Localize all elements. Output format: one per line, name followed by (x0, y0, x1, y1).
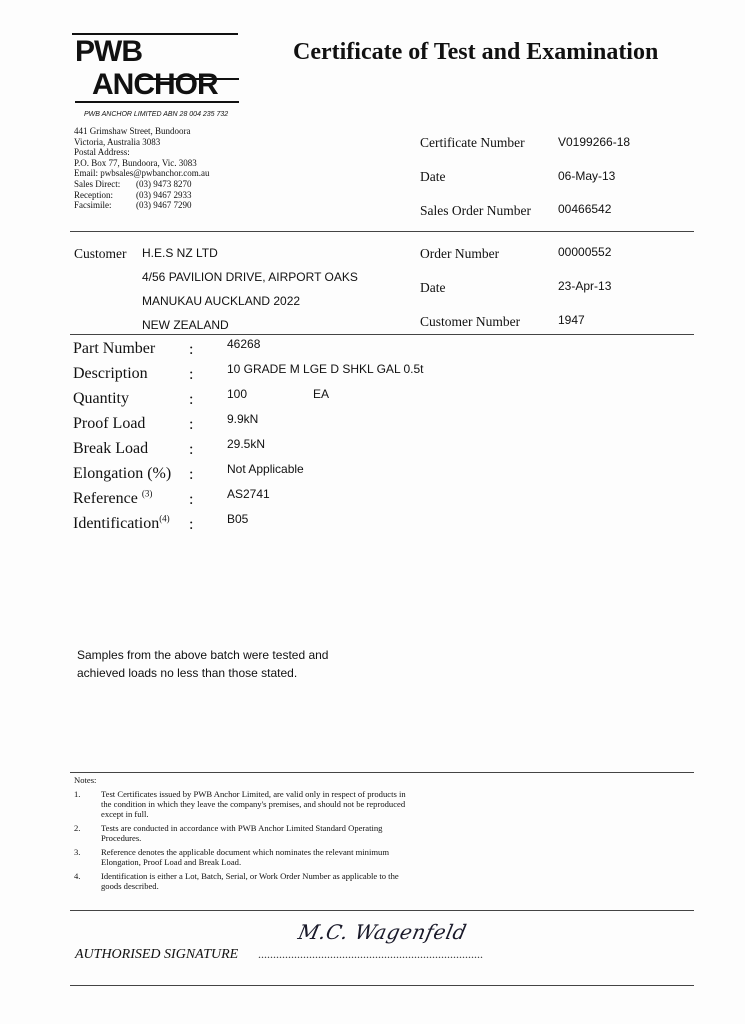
field-label-text: Reference (73, 490, 138, 507)
divider (70, 231, 694, 232)
field-colon: : (189, 391, 194, 408)
field-row (73, 339, 673, 364)
phone-value: (03) 9467 2933 (136, 189, 192, 200)
field-value: AS2741 (227, 487, 270, 501)
customer-number-value: 1947 (558, 313, 585, 327)
order-number-value: 00000552 (558, 245, 612, 259)
address-line: Postal Address: (74, 147, 130, 158)
field-label: Proof Load (73, 415, 146, 432)
phone-row (74, 190, 210, 201)
phone-value: (03) 9473 8270 (136, 178, 192, 189)
field-row (73, 514, 673, 539)
field-label (73, 514, 170, 533)
note-number: 1. (74, 789, 81, 799)
order-date-value: 23-Apr-13 (558, 279, 612, 293)
certificate-date-value: 06-May-13 (558, 169, 616, 183)
certificate-date-label: Date (420, 169, 446, 184)
order-number-label: Order Number (420, 246, 500, 261)
note-item (74, 847, 414, 867)
note-number: 4. (74, 871, 81, 881)
statement-line: achieved loads no less than those stated. (77, 666, 298, 680)
sales-order-value: 00466542 (558, 202, 612, 216)
logo-bar (75, 101, 239, 103)
handwritten-signature: M.C. Wagenfeld (296, 920, 469, 944)
field-row (73, 414, 673, 439)
footnote-ref: (3) (141, 488, 153, 499)
field-label: Description (73, 365, 148, 382)
field-row (73, 389, 673, 414)
company-logo (70, 30, 240, 108)
field-colon: : (189, 441, 194, 458)
address-line: Victoria, Australia 3083 (74, 136, 161, 147)
address-line: P.O. Box 77, Bundoora, Vic. 3083 (74, 157, 197, 168)
statement-line: Samples from the above batch were tested and (77, 648, 329, 662)
footnote-ref: (4) (159, 513, 170, 524)
divider (70, 772, 694, 773)
field-value: Not Applicable (227, 462, 304, 476)
field-colon: : (189, 341, 194, 358)
phone-label: Sales Direct: (74, 178, 121, 189)
field-row (73, 439, 673, 464)
field-colon: : (189, 491, 194, 508)
document-title: Certificate of Test and Examination (293, 39, 659, 65)
field-value: B05 (227, 512, 249, 526)
email-line: Email: pwbsales@pwbanchor.com.au (74, 168, 210, 179)
note-text: Test Certificates issued by PWB Anchor Limited, are valid only in respect of products in the condition in which they leave the company's premises, and should not be reproduced except in full. (101, 789, 406, 819)
phone-row (74, 179, 210, 190)
address-line: 441 Grimshaw Street, Bundoora (74, 126, 191, 136)
abn-line: PWB ANCHOR LIMITED ABN 28 004 235 732 (84, 111, 229, 118)
phone-label: Reception: (74, 189, 113, 200)
test-statement (77, 646, 328, 682)
field-value: 10 GRADE M LGE D SHKL GAL 0.5t (227, 362, 424, 376)
field-value: 29.5kN (227, 437, 266, 451)
logo-text-pwb: PWB (75, 35, 142, 68)
divider (70, 910, 694, 911)
field-label: Break Load (73, 440, 149, 457)
logo-text-anchor: ANCHOR (92, 68, 218, 101)
field-value: 46268 (227, 337, 261, 351)
authorised-signature-label: AUTHORISED SIGNATURE (75, 947, 239, 962)
field-row (73, 489, 673, 514)
phone-value: (03) 9467 7290 (136, 200, 192, 211)
signature-line: ........................................................................... (258, 947, 483, 961)
note-text: Reference denotes the applicable document which nominates the relevant minimum Elongation, Proof Load and Break Load. (101, 847, 390, 867)
notes-section (74, 775, 414, 891)
certificate-number-label: Certificate Number (420, 135, 525, 150)
order-date-label: Date (420, 280, 446, 295)
note-number: 3. (74, 847, 81, 857)
note-text: Tests are conducted in accordance with PWB Anchor Limited Standard Operating Procedures. (101, 823, 383, 843)
field-label: Quantity (73, 390, 129, 407)
field-value: 9.9kN (227, 412, 259, 426)
customer-address-line: 4/56 PAVILION DRIVE, AIRPORT OAKS (142, 270, 358, 284)
customer-address-line: MANUKAU AUCKLAND 2022 (142, 294, 301, 308)
part-details (73, 339, 673, 539)
certificate-number-value: V0199266-18 (558, 135, 631, 149)
phone-label: Facsimile: (74, 200, 112, 211)
customer-address-line: NEW ZEALAND (142, 318, 229, 332)
field-label (73, 489, 152, 508)
field-value: 100 (227, 387, 248, 401)
note-number: 2. (74, 823, 81, 833)
note-item (74, 871, 414, 891)
note-item (74, 823, 414, 843)
notes-heading: Notes: (74, 775, 97, 785)
customer-name: H.E.S NZ LTD (142, 246, 218, 260)
field-colon: : (189, 366, 194, 383)
field-row (73, 464, 673, 489)
divider (70, 334, 694, 335)
field-colon: : (189, 416, 194, 433)
field-colon: : (189, 466, 194, 483)
customer-number-label: Customer Number (420, 314, 521, 329)
sales-order-label: Sales Order Number (420, 203, 531, 218)
note-text: Identification is either a Lot, Batch, Serial, or Work Order Number as applicable to the goods described. (101, 871, 399, 891)
field-unit: EA (313, 387, 330, 401)
field-label: Elongation (%) (73, 465, 172, 482)
divider (70, 985, 694, 986)
field-row (73, 364, 673, 389)
field-label: Part Number (73, 340, 156, 357)
customer-label: Customer (74, 246, 127, 261)
company-address (74, 126, 210, 211)
phone-row (74, 200, 210, 211)
field-label-text: Identification (73, 515, 160, 532)
field-colon: : (189, 516, 194, 533)
note-item (74, 789, 414, 819)
